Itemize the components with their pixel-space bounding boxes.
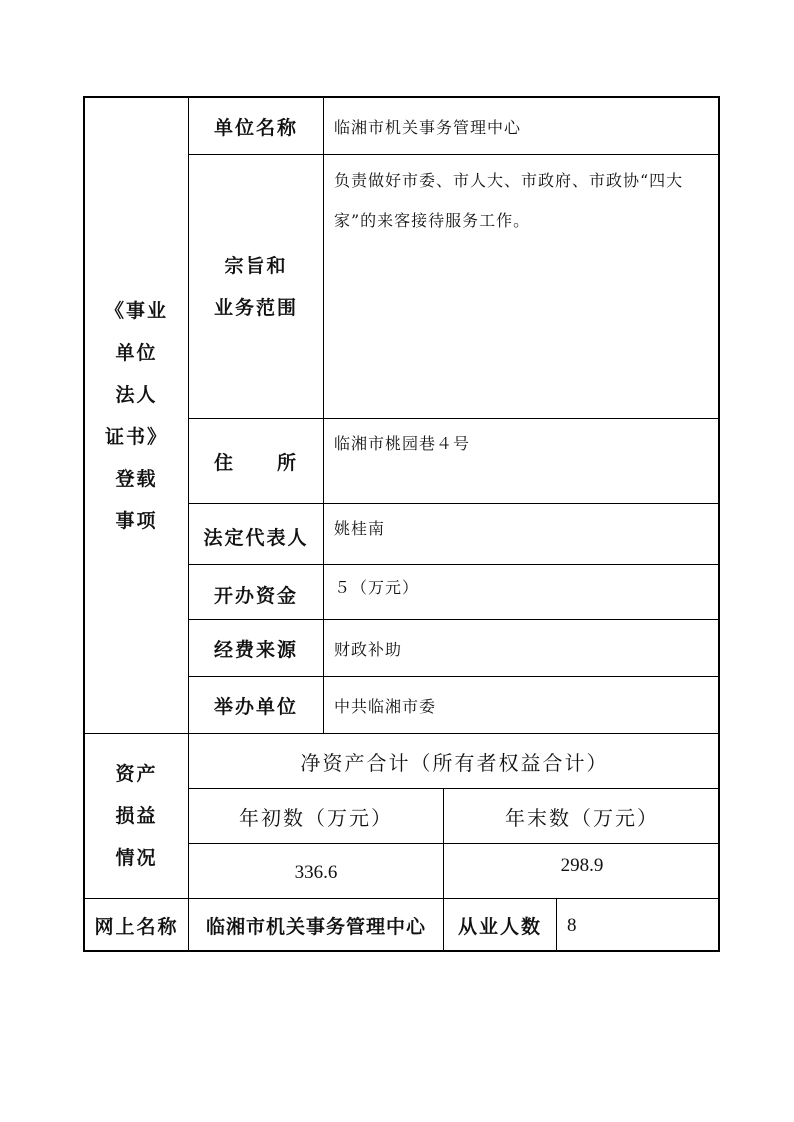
purpose-value: 负责做好市委、市人大、市政府、市政协“四大家”的来客接待服务工作。 <box>334 171 684 230</box>
funding-source-label: 经费来源 <box>213 638 298 661</box>
section-title-line: 法人 <box>115 383 158 406</box>
sponsor-label: 举办单位 <box>213 695 298 718</box>
legal-rep-value: 姚桂南 <box>334 519 386 538</box>
purpose-label-line: 宗旨和 <box>224 254 288 277</box>
assets-title-line: 情况 <box>115 847 158 869</box>
address-value: 临湘市桃园巷４号 <box>334 434 471 453</box>
staff-count-value: 8 <box>567 914 578 936</box>
section-title-line: 事项 <box>115 509 158 532</box>
net-assets-header: 净资产合计（所有者权益合计） <box>300 750 609 775</box>
section-title <box>85 98 188 733</box>
address-label: 住 所 <box>213 451 298 474</box>
section-title-lines <box>105 290 168 542</box>
section-title-line: 《事业 <box>104 299 168 322</box>
section-title-line: 单位 <box>115 341 158 364</box>
begin-year-label: 年初数（万元） <box>239 805 393 830</box>
unit-name-label: 单位名称 <box>213 116 298 139</box>
assets-title-line: 资产 <box>115 763 158 785</box>
purpose-label-line: 业务范围 <box>213 296 298 319</box>
online-name-label: 网上名称 <box>94 916 179 938</box>
assets-title-line: 损益 <box>115 805 158 827</box>
staff-count-label: 从业人数 <box>457 916 542 938</box>
purpose-label <box>189 155 323 418</box>
sponsor-value: 中共临湘市委 <box>334 696 437 716</box>
capital-label: 开办资金 <box>213 584 298 607</box>
legal-rep-label: 法定代表人 <box>203 526 309 549</box>
section-title-line: 登载 <box>115 467 158 490</box>
registration-form <box>83 96 720 952</box>
unit-name-value: 临湘市机关事务管理中心 <box>334 117 522 137</box>
online-name-value: 临湘市机关事务管理中心 <box>205 916 426 938</box>
capital-value: ５（万元） <box>334 578 420 597</box>
funding-source-value: 财政补助 <box>334 639 403 659</box>
begin-year-value: 336.6 <box>294 862 338 883</box>
section-title-line: 证书》 <box>104 425 168 448</box>
end-year-label: 年末数（万元） <box>505 805 659 830</box>
assets-section-title <box>85 734 188 898</box>
end-year-value: 298.9 <box>560 855 604 876</box>
